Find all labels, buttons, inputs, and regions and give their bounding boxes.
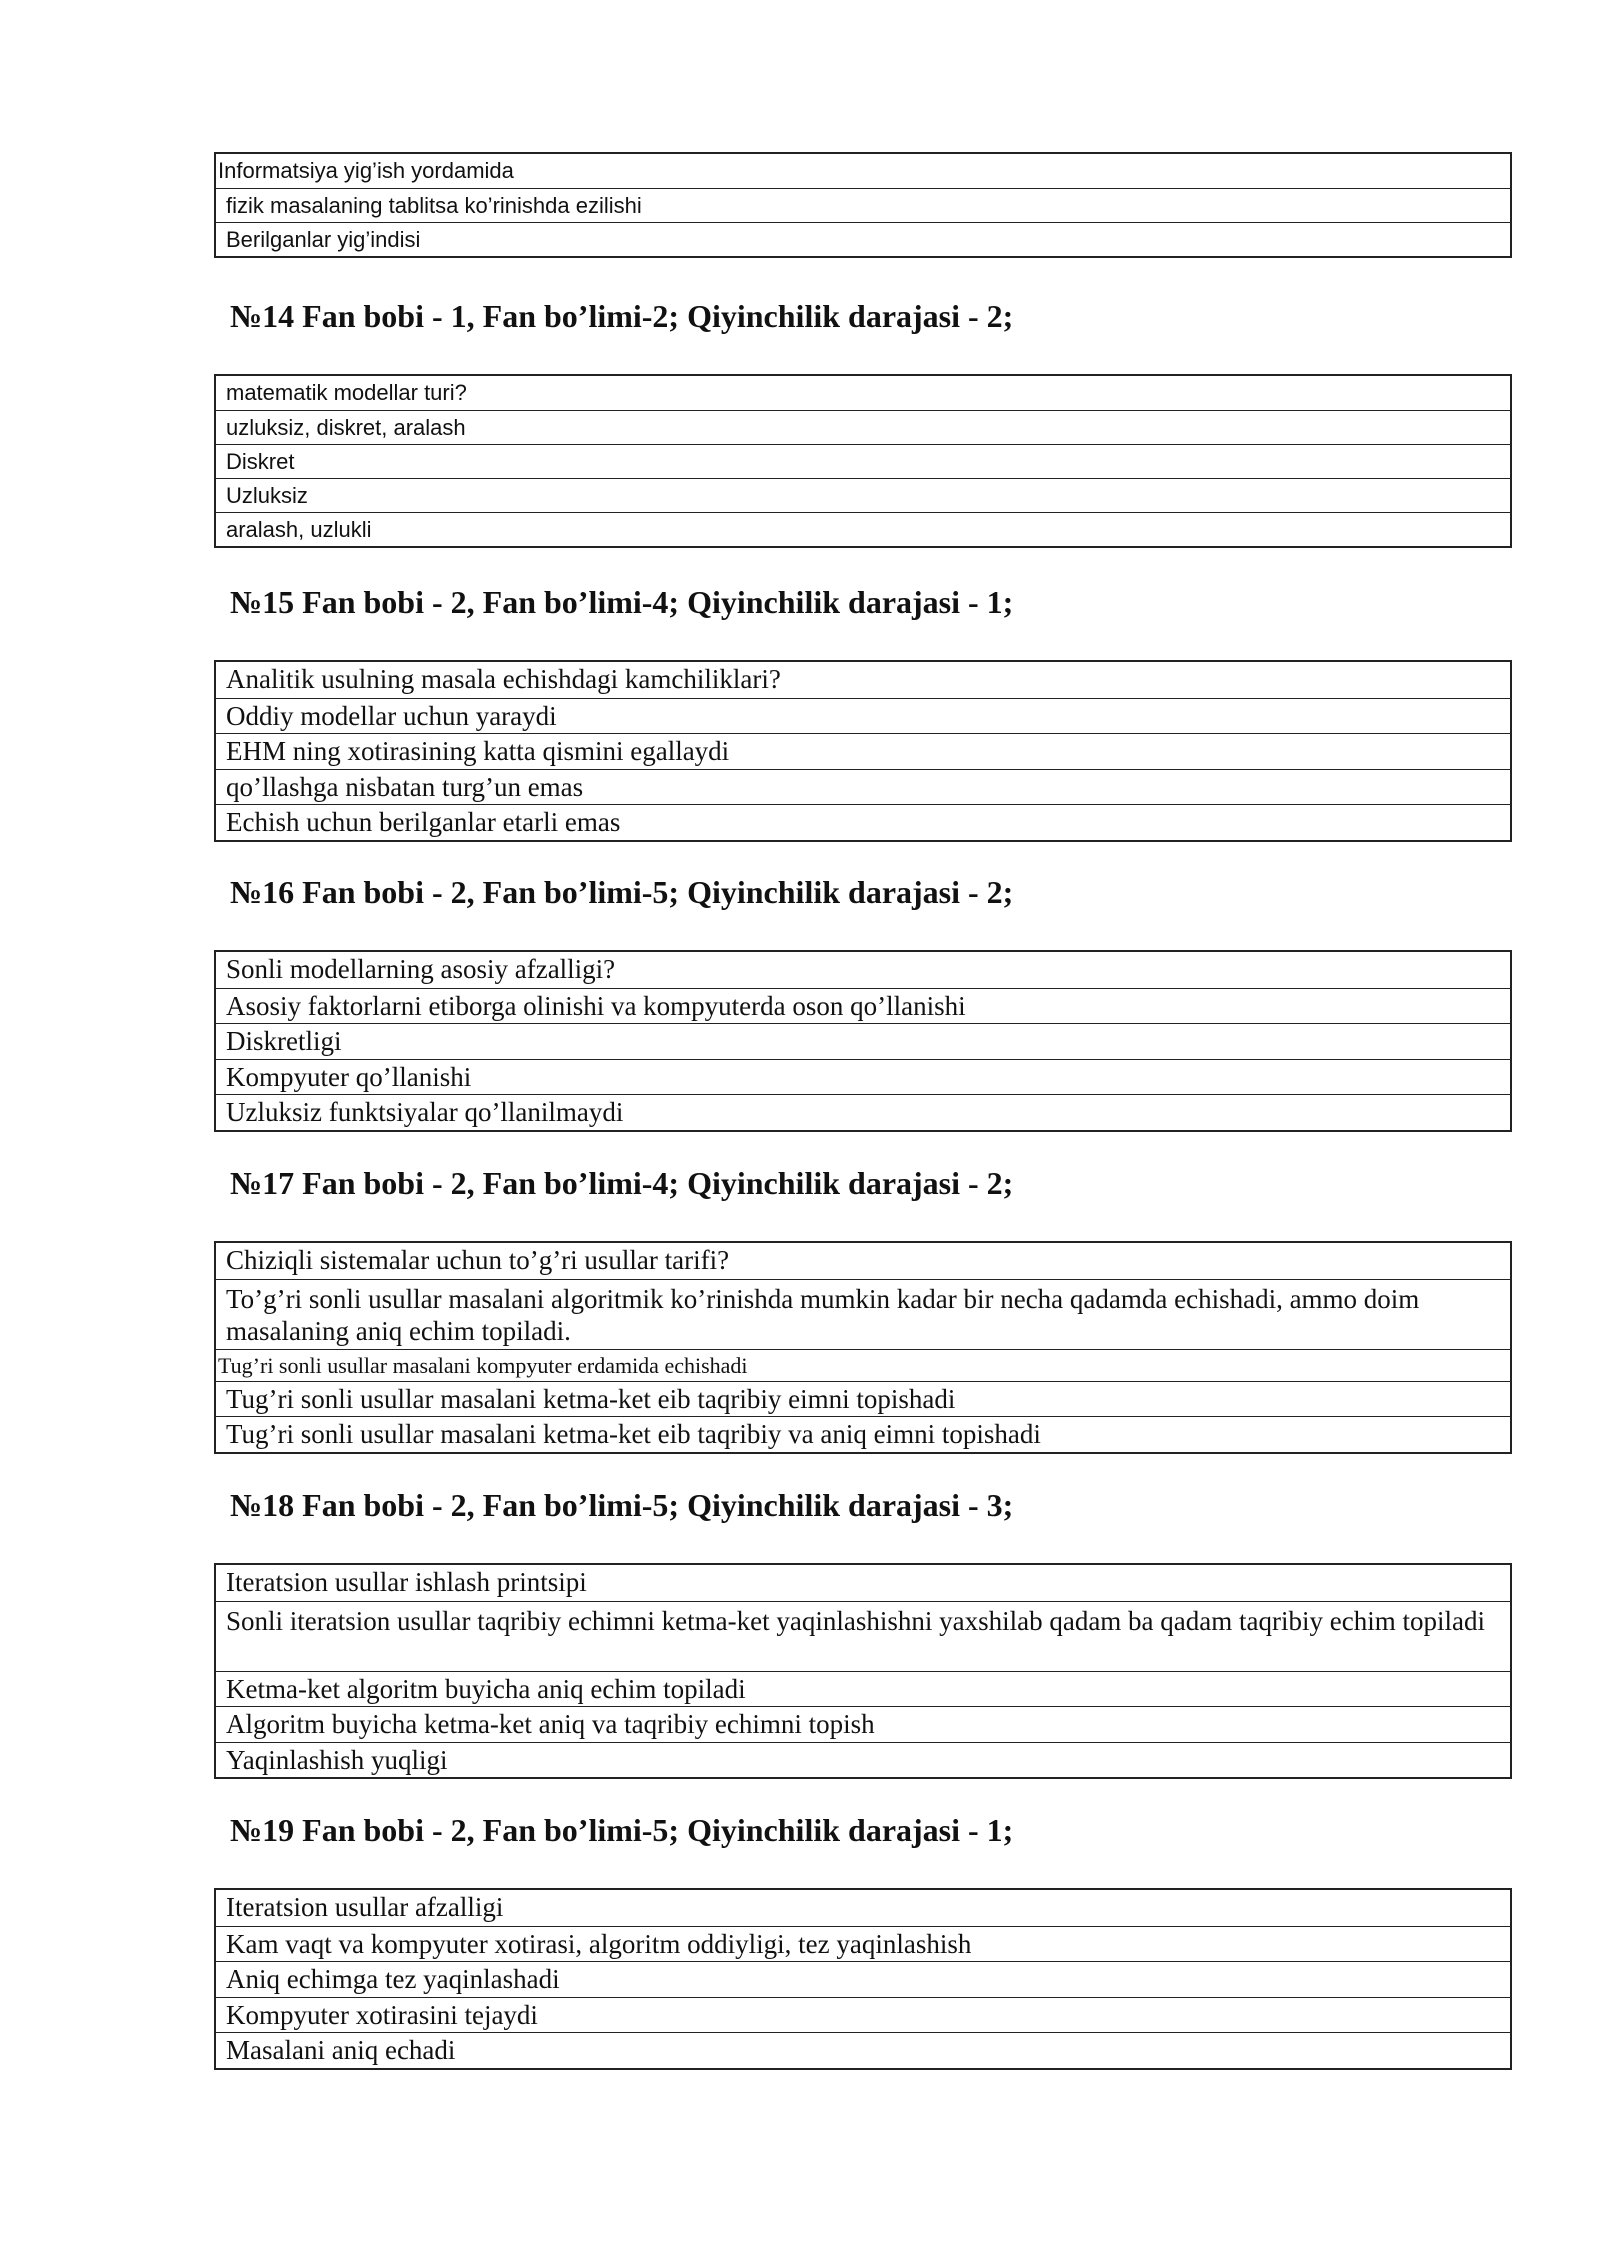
question-heading-15: №15 Fan bobi - 2, Fan bo’limi-4; Qiyinchilik darajasi - 1; (230, 584, 1014, 620)
answer-row: EHM ning xotirasining katta qismini egallaydi (216, 733, 1510, 769)
question-row: Analitik usulning masala echishdagi kamchiliklari? (226, 664, 781, 694)
question-table-16 (214, 950, 1512, 1132)
question-table-19 (214, 1888, 1512, 2070)
question-row: Informatsiya yig’ish yordamida (218, 158, 514, 183)
answer-row: Diskret (216, 444, 1510, 478)
question-row: Sonli modellarning asosiy afzalligi? (226, 954, 616, 984)
answer-row: Kompyuter qo’llanishi (216, 1059, 1510, 1095)
answer-row: Oddiy modellar uchun yaraydi (216, 698, 1510, 734)
answer-row: uzluksiz, diskret, aralash (216, 410, 1510, 444)
question-row: matematik modellar turi? (226, 380, 467, 405)
question-table-18 (214, 1563, 1512, 1779)
answer-row: Ketma-ket algoritm buyicha aniq echim topiladi (216, 1671, 1510, 1707)
answer-row: Masalani aniq echadi (216, 2032, 1510, 2068)
answer-row: Kompyuter xotirasini tejaydi (216, 1997, 1510, 2033)
question-table-17 (214, 1241, 1512, 1454)
answer-row: aralash, uzlukli (216, 512, 1510, 546)
answer-row: Diskretligi (216, 1023, 1510, 1059)
question-heading-17: №17 Fan bobi - 2, Fan bo’limi-4; Qiyinchilik darajasi - 2; (230, 1165, 1014, 1201)
question-table-15 (214, 660, 1512, 842)
answer-row: Tug’ri sonli usullar masalani ketma-ket eib taqribiy va aniq eimni topishadi (216, 1416, 1510, 1452)
answer-row: fizik masalaning tablitsa ko’rinishda ezilishi (216, 188, 1510, 222)
question-heading-19: №19 Fan bobi - 2, Fan bo’limi-5; Qiyinchilik darajasi - 1; (230, 1812, 1014, 1848)
answer-row: Kam vaqt va kompyuter xotirasi, algoritm oddiyligi, tez yaqinlashish (216, 1926, 1510, 1962)
answer-row: Aniq echimga tez yaqinlashadi (216, 1961, 1510, 1997)
question-heading-16: №16 Fan bobi - 2, Fan bo’limi-5; Qiyinchilik darajasi - 2; (230, 874, 1014, 910)
answer-row: To’g’ri sonli usullar masalani algoritmik ko’rinishda mumkin kadar bir necha qadamda echishadi, ammo doim masalaning aniq echim topiladi. (216, 1279, 1510, 1349)
answer-row: Yaqinlashish yuqligi (216, 1742, 1510, 1778)
answer-row: Uzluksiz (216, 478, 1510, 512)
question-row: Iteratsion usullar ishlash printsipi (226, 1567, 587, 1597)
answer-row: Sonli iteratsion usullar taqribiy echimni ketma-ket yaqinlashishni yaxshilab qadam ba qadam taqribiy echim topiladi (216, 1601, 1510, 1671)
answer-row: Berilganlar yig’indisi (216, 222, 1510, 256)
question-heading-14: №14 Fan bobi - 1, Fan bo’limi-2; Qiyinchilik darajasi - 2; (230, 298, 1014, 334)
question-row: Chiziqli sistemalar uchun to’g’ri usullar tarifi? (226, 1245, 730, 1275)
answer-row: qo’llashga nisbatan turg’un emas (216, 769, 1510, 805)
answer-row: Echish uchun berilganlar etarli emas (216, 804, 1510, 840)
answer-row: Uzluksiz funktsiyalar qo’llanilmaydi (216, 1094, 1510, 1130)
answer-row: Tug’ri sonli usullar masalani ketma-ket eib taqribiy eimni topishadi (216, 1381, 1510, 1417)
answer-row: Algoritm buyicha ketma-ket aniq va taqribiy echimni topish (216, 1706, 1510, 1742)
question-heading-18: №18 Fan bobi - 2, Fan bo’limi-5; Qiyinchilik darajasi - 3; (230, 1487, 1014, 1523)
answer-row: Tug’ri sonli usullar masalani kompyuter erdamida echishadi (216, 1349, 1510, 1381)
question-table-13 (214, 152, 1512, 258)
question-row: Iteratsion usullar afzalligi (226, 1892, 504, 1922)
question-table-14 (214, 374, 1512, 548)
answer-row: Asosiy faktorlarni etiborga olinishi va kompyuterda oson qo’llanishi (216, 988, 1510, 1024)
